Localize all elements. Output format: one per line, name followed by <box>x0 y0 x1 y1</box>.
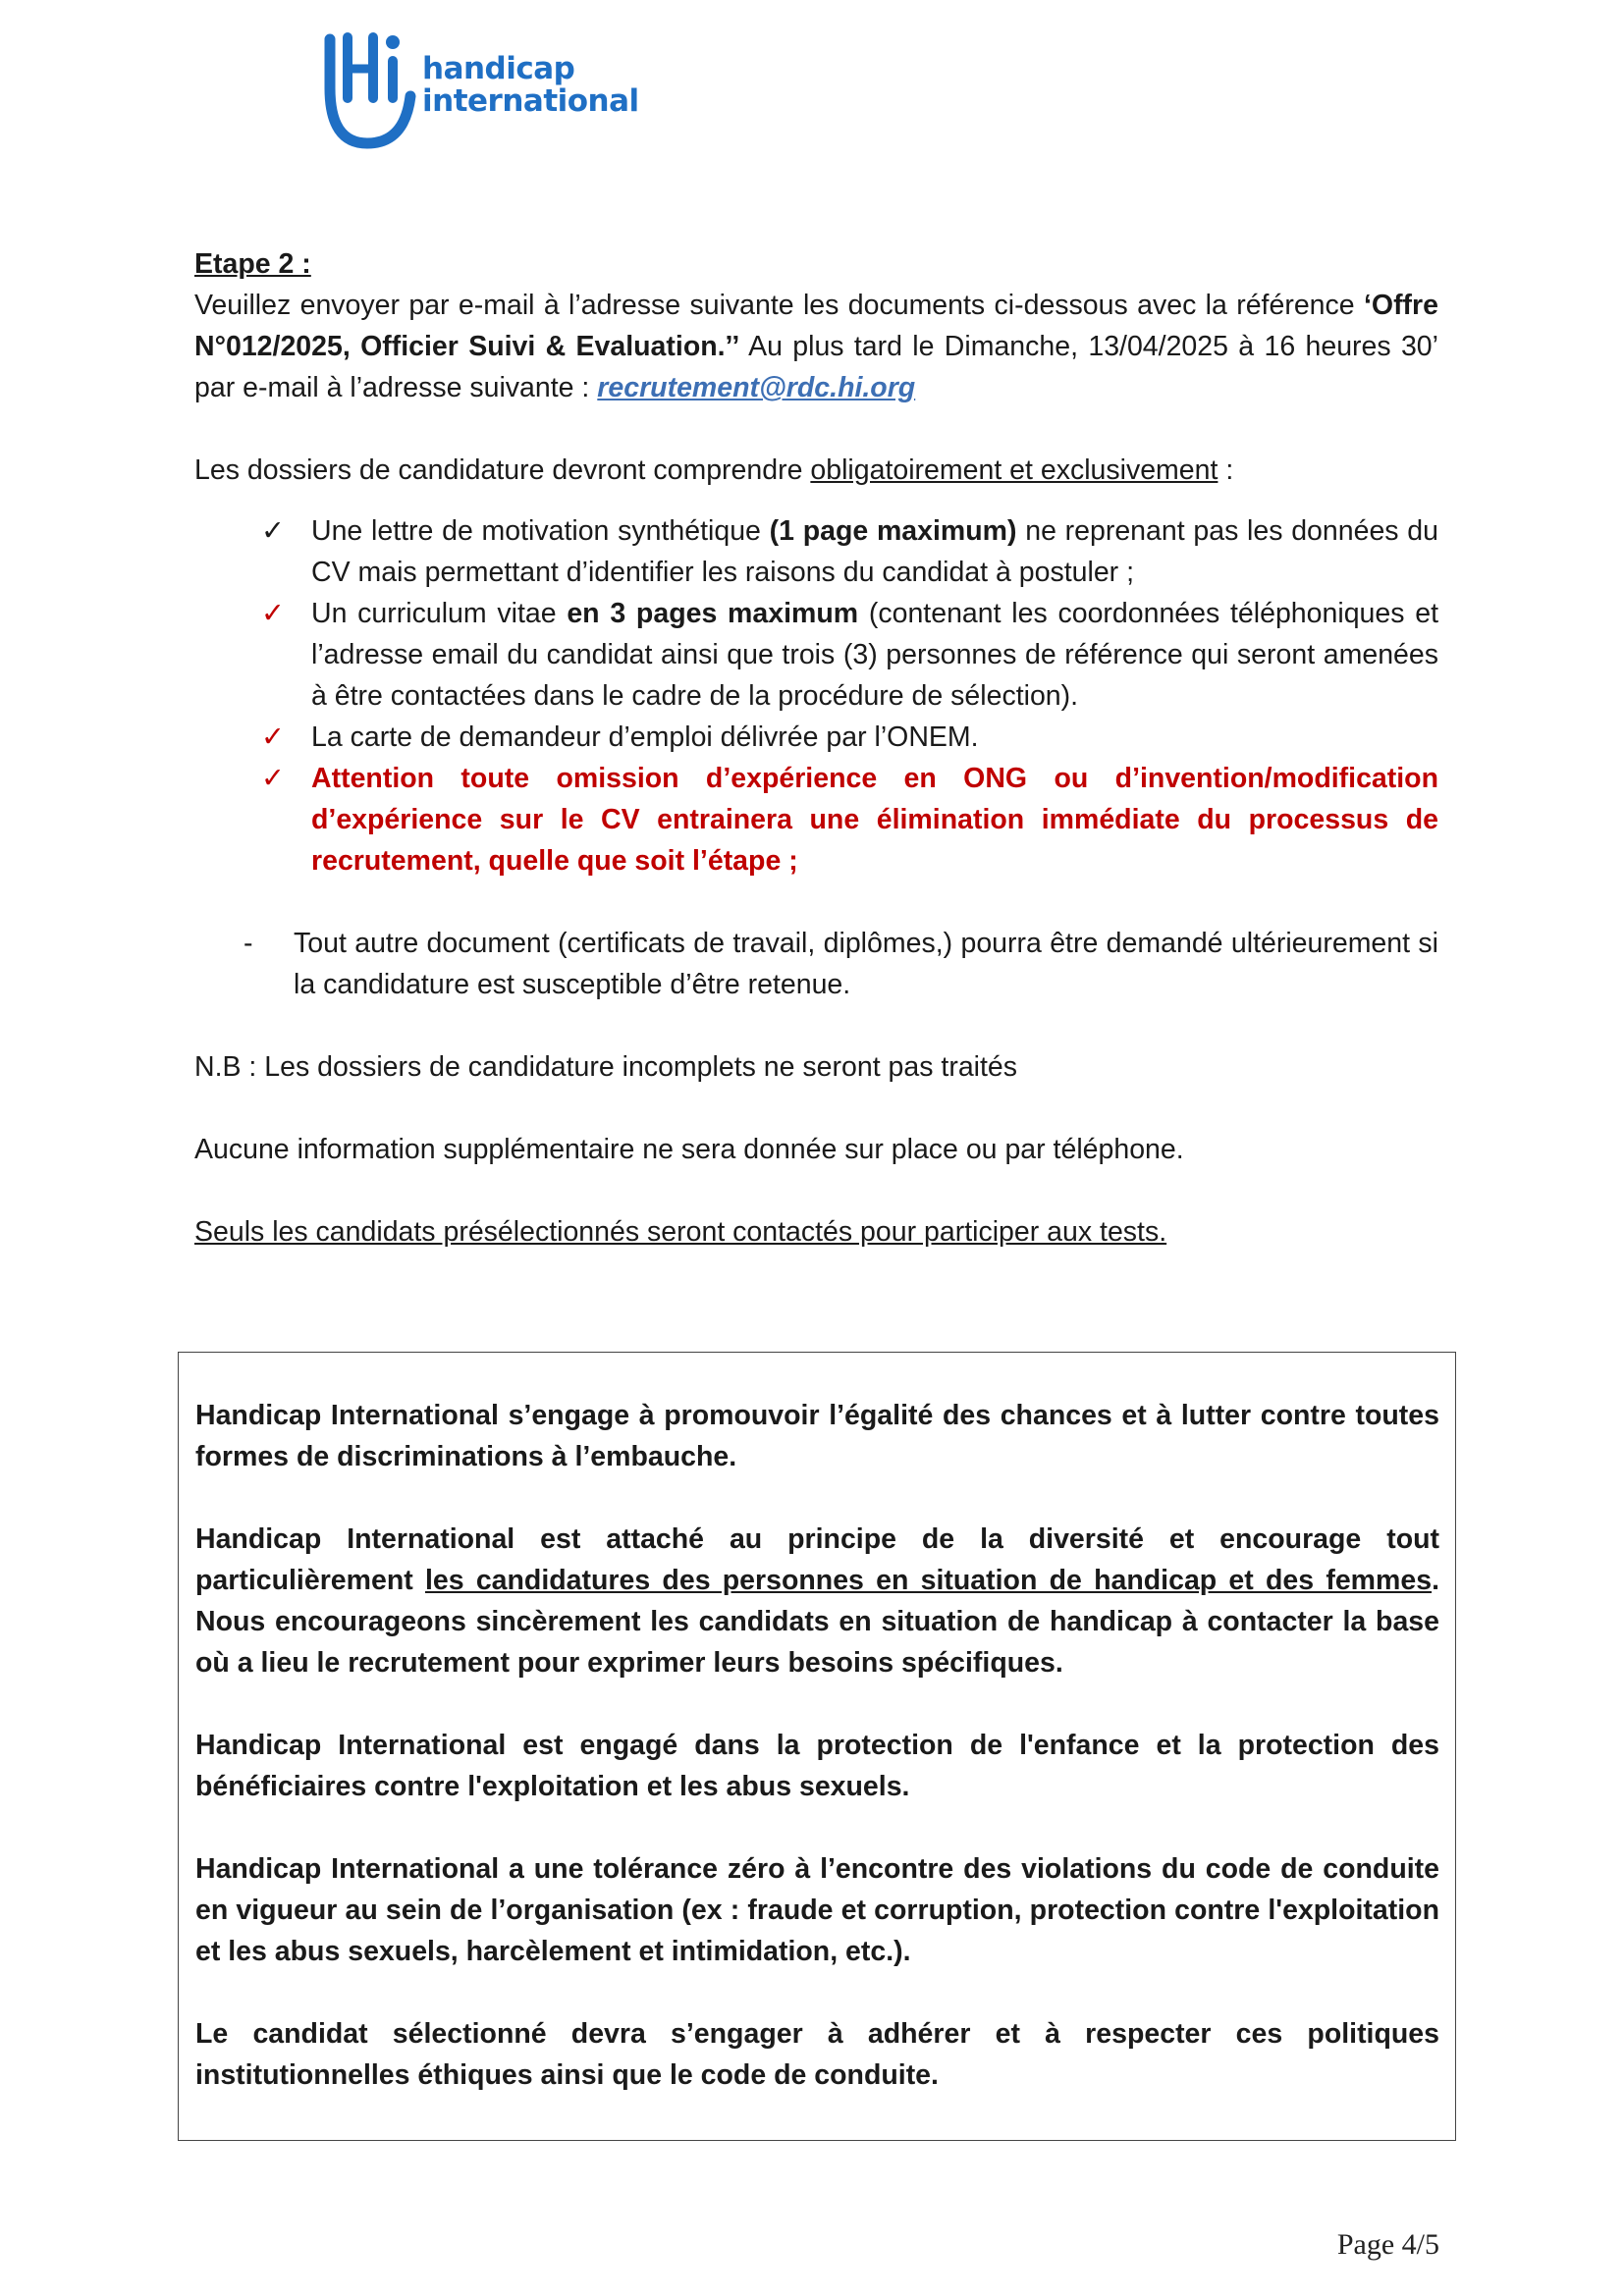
other-documents-item <box>194 923 1438 1005</box>
intro-text-1: Veuillez envoyer par e-mail à l’adresse suivante les documents ci-dessous avec la référence <box>194 290 1364 321</box>
shortlist-note: Seuls les candidats présélectionnés seront contactés pour participer aux tests. <box>194 1216 1167 1248</box>
logo-wordmark <box>422 53 639 118</box>
item-text: Une lettre de motivation synthétique <box>311 515 770 547</box>
policy-equal-opportunity: Handicap International s’engage à promouvoir l’égalité des chances et à lutter contre toutes formes de discriminations à l’embauche. <box>195 1400 1439 1472</box>
list-item <box>194 758 1438 881</box>
policy-diversity <box>195 1519 1439 1683</box>
warning-text: Attention toute omission d’expérience en ONG ou d’invention/modification d’expérience sur le CV entrainera une élimination immédiate du processus de recrutement, quelle que soit l’étape ; <box>311 763 1438 877</box>
list-item <box>194 593 1438 717</box>
logo-line-handicap: handicap <box>422 51 575 86</box>
item-text: (contenant les coordonnées téléphoniques et l’adresse email du candidat ainsi que trois (3) personnes de référence qui seront amenées à être contactées dans le cadre de la procédure de sélection). <box>311 598 1439 712</box>
hi-hand-logo-icon <box>320 27 418 155</box>
list-item <box>194 717 1438 758</box>
policy-diversity-text-end: . Nous encourageons sincèrement les candidats en situation de handicap à contacter la base où a lieu le recrutement pour exprimer leurs besoins spécifiques. <box>195 1565 1439 1679</box>
policy-child-protection: Handicap International est engagé dans la protection de l'enfance et la protection des bénéficiaires contre l'exploitation et les abus sexuels. <box>195 1730 1439 1802</box>
logo-line-international: international <box>422 83 639 119</box>
checkmark-icon: ✓ <box>261 598 285 629</box>
step-intro <box>194 285 1438 408</box>
policy-zero-tolerance: Handicap International a une tolérance zéro à l’encontre des violations du code de conduite en vigueur au sein de l’organisation (ex : fraude et corruption, protection contre l'exploitation et les abus sexuels, harcèlement et intimidation, etc.). <box>195 1853 1439 1967</box>
item-text: ne reprenant pas les données du CV mais permettant d’identifier les raisons du candidat à postuler ; <box>311 515 1438 588</box>
policy-box <box>178 1352 1456 2141</box>
recruitment-email-link[interactable]: recrutement@rdc.hi.org <box>597 372 916 403</box>
page-number: Page 4/5 <box>1336 2228 1439 2261</box>
policy-diversity-underlined: les candidatures des personnes en situation de handicap et des femmes <box>424 1565 1433 1596</box>
intro-text-2: Au plus tard le Dimanche, 13/04/2025 à 16 heures 30’ par e-mail à l’adresse suivante : <box>194 331 1438 403</box>
requirements-list <box>194 510 1438 881</box>
policy-diversity-text: Handicap International est attaché au principe de la diversité et encourage tout particulièrement <box>195 1523 1439 1596</box>
requirements-lead-end: : <box>1218 454 1234 486</box>
item-text: La carte de demandeur d’emploi délivrée par l’ONEM. <box>311 721 979 753</box>
other-documents-text: Tout autre document (certificats de travail, diplômes,) pourra être demandé ultérieurement si la candidature est susceptible d’être retenue. <box>294 928 1438 1000</box>
requirements-lead-text: Les dossiers de candidature devront comprendre <box>194 454 811 486</box>
item-bold-text: en 3 pages maximum <box>567 598 859 629</box>
nb-note: N.B : Les dossiers de candidature incomplets ne seront pas traités <box>194 1051 1018 1083</box>
handicap-international-logo <box>320 27 654 155</box>
dash-bullet: - <box>244 928 253 959</box>
step-title: Etape 2 : <box>194 248 311 280</box>
offer-reference: ‘Offre N°012/2025, Officier Suivi & Evaluation.’’ <box>194 290 1438 362</box>
requirements-lead <box>194 450 1438 491</box>
item-bold-text: (1 page maximum) <box>769 515 1017 547</box>
document-body <box>194 243 1438 1253</box>
requirements-lead-underlined: obligatoirement et exclusivement <box>810 454 1218 486</box>
item-text: Un curriculum vitae <box>311 598 568 629</box>
checkmark-icon: ✓ <box>261 763 285 794</box>
list-item <box>194 510 1438 593</box>
checkmark-icon: ✓ <box>261 515 285 547</box>
checkmark-icon: ✓ <box>261 721 285 753</box>
policy-box-content <box>195 1395 1439 2096</box>
no-info-note: Aucune information supplémentaire ne sera donnée sur place ou par téléphone. <box>194 1134 1184 1165</box>
policy-commitment: Le candidat sélectionné devra s’engager à adhérer et à respecter ces politiques institutionnelles éthiques ainsi que le code de conduite. <box>195 2018 1439 2091</box>
